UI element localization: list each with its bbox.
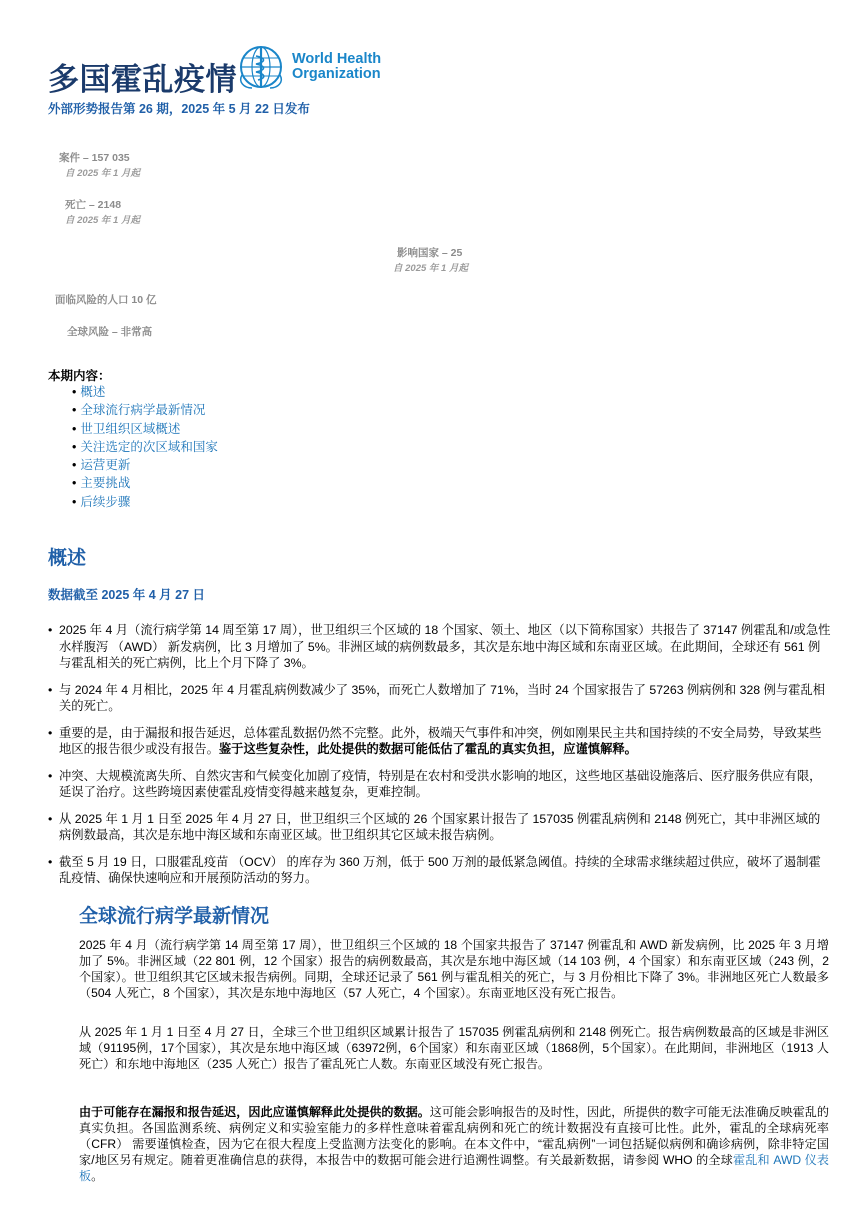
global-update-heading: 全球流行病学最新情况 [79, 906, 270, 927]
stat-risk: 全球风险 – 非常高 [67, 326, 153, 338]
logo-line-1: World Health [292, 51, 382, 67]
list-item: • 截至 5 月 19 日，口服霍乱疫苗 （OCV） 的库存为 360 万剂，低于 500 万剂的最低紧急阈值。持续的全球需求继续超过供应，破坏了遏制霍乱疫情、确保快速响应和开展预防活动的努力。 [48, 854, 831, 887]
who-emblem-icon [236, 42, 286, 92]
toc-link-challenges[interactable]: • 主要挑战 [72, 474, 218, 492]
logo-line-2: Organization [292, 66, 381, 82]
stat-population: 面临风险的人口 10 亿 [55, 294, 157, 306]
toc-link-regional-overview[interactable]: • 世卫组织区域概述 [72, 420, 218, 438]
toc-link-global-update[interactable]: • 全球流行病学最新情况 [72, 401, 218, 419]
stat-countries: 影响国家 – 25 [397, 247, 463, 259]
global-paragraph-3: 由于可能存在漏报和报告延迟，因此应谨慎解释此处提供的数据。这可能会影响报告的及时性，因此，所提供的数字可能无法准确反映霍乱的真实负担。各国监测系统、病例定义和实验室能力的多样性意味着霍乱病例和死亡的统计数据没有直接可比性。此外，霍乱的全球病死率 （CFR） 需要谨慎检查，因为它在很大程度上受监测方法变化的影响。在本文件中，“霍乱病例”一词包括疑似病例和确诊病例，除非特定国家/地区另有规定。随着更准确信息的获得，本报告中的数据可能会进行追溯性调整。有关最新数据，请参阅 WHO 的全球霍乱和 AWD 仪表板。 [79, 1105, 829, 1183]
global-paragraph-1: 2025 年 4 月（流行病学第 14 周至第 17 周），世卫组织三个区域的 18 个国家共报告了 37147 例霍乱和 AWD 新发病例，比 2025 年 3 月增加了 5%。非洲区域（22 801 例，12 个国家）报告的病例数最高，其次是东地中海区域（14 103 例，4 个国家）和东南亚区域（243 例，2 个国家）。世卫组织其它区域未报告病例。同期，全球还记录了 561 例与霍乱相关的死亡，与 3 月份相比下降了 3%。非洲地区死亡人数最多（504 人死亡，8 个国家），其次是东地中海地区（57 人死亡，4 个国家）。东南亚地区没有死亡报告。 [79, 938, 829, 1000]
report-subtitle: 外部形势报告第 26 期，2025 年 5 月 22 日发布 [48, 102, 310, 116]
toc-title: 本期内容： [48, 369, 111, 383]
data-cutoff-date: 数据截至 2025 年 4 月 27 日 [48, 588, 206, 602]
toc-link-overview[interactable]: • 概述 [72, 383, 218, 401]
page-title: 多国霍乱疫情 [48, 62, 237, 97]
overview-bullet-list [48, 622, 831, 897]
list-item: • 重要的是，由于漏报和报告延迟，总体霍乱数据仍然不完整。此外，极端天气事件和冲突，例如刚果民主共和国持续的不安全局势，导致某些地区的报告很少或没有报告。鉴于这些复杂性，此处提供的数据可能低估了霍乱的真实负担，应谨慎解释。 [48, 725, 831, 758]
list-item: • 冲突、大规模流离失所、自然灾害和气候变化加剧了疫情，特别是在农村和受洪水影响的地区，这些地区基础设施落后、医疗服务供应有限，延误了治疗。这些跨境因素使霍乱疫情变得越来越复杂，更难控制。 [48, 768, 831, 801]
who-logo [236, 42, 396, 92]
global-paragraph-2: 从 2025 年 1 月 1 日至 4 月 27 日，全球三个世卫组织区域累计报告了 157035 例霍乱病例和 2148 例死亡。报告病例数最高的区域是非洲区域（91195例，17个国家），其次是东地中海区域（63972例，6个国家）和东南亚区域（1868例，5个国家）。在此期间，非洲地区（1913 人死亡）和东地中海地区（235 人死亡）报告了霍乱死亡人数。东南亚区域没有死亡报告。 [79, 1025, 829, 1071]
cholera-dashboard-link[interactable]: 霍乱和 AWD 仪表板 [79, 1153, 829, 1183]
list-item: • 从 2025 年 1 月 1 日至 2025 年 4 月 27 日，世卫组织三个区域的 26 个国家累计报告了 157035 例霍乱病例和 2148 例死亡，其中非洲区域的病例数最高，其次是东地中海区域和东南亚区域。世卫组织其它区域未报告病例。 [48, 811, 831, 844]
toc-link-next-steps[interactable]: • 后续步骤 [72, 493, 218, 511]
list-item: • 与 2024 年 4 月相比，2025 年 4 月霍乱病例数减少了 35%，而死亡人数增加了 71%，当时 24 个国家报告了 57263 例病例和 328 例与霍乱相关的死亡。 [48, 682, 831, 715]
stat-deaths: 死亡 – 2148 [65, 199, 122, 211]
list-item: • 2025 年 4 月（流行病学第 14 周至第 17 周），世卫组织三个区域的 18 个国家、领土、地区（以下简称国家）共报告了 37147 例霍乱和/或急性水样腹泻 （AWD） 新发病例，比 3 月增加了 5%。非洲区域的病例数最多，其次是东地中海区域和东南亚区域。在此期间，全球还有 561 例与霍乱相关的死亡病例，比上个月下降了 3%。 [48, 622, 831, 672]
toc-link-focus-countries[interactable]: • 关注选定的次区域和国家 [72, 438, 218, 456]
caution-note: 鉴于这些复杂性，此处提供的数据可能低估了霍乱的真实负担，应谨慎解释。 [218, 742, 637, 756]
overview-heading: 概述 [48, 548, 87, 569]
stat-cases-note: 自 2025 年 1 月起 [65, 168, 140, 179]
toc-link-operations[interactable]: • 运营更新 [72, 456, 218, 474]
table-of-contents [72, 383, 218, 511]
stat-countries-note: 自 2025 年 1 月起 [393, 263, 468, 274]
stat-cases: 案件 – 157 035 [59, 152, 130, 164]
stat-deaths-note: 自 2025 年 1 月起 [65, 215, 140, 226]
